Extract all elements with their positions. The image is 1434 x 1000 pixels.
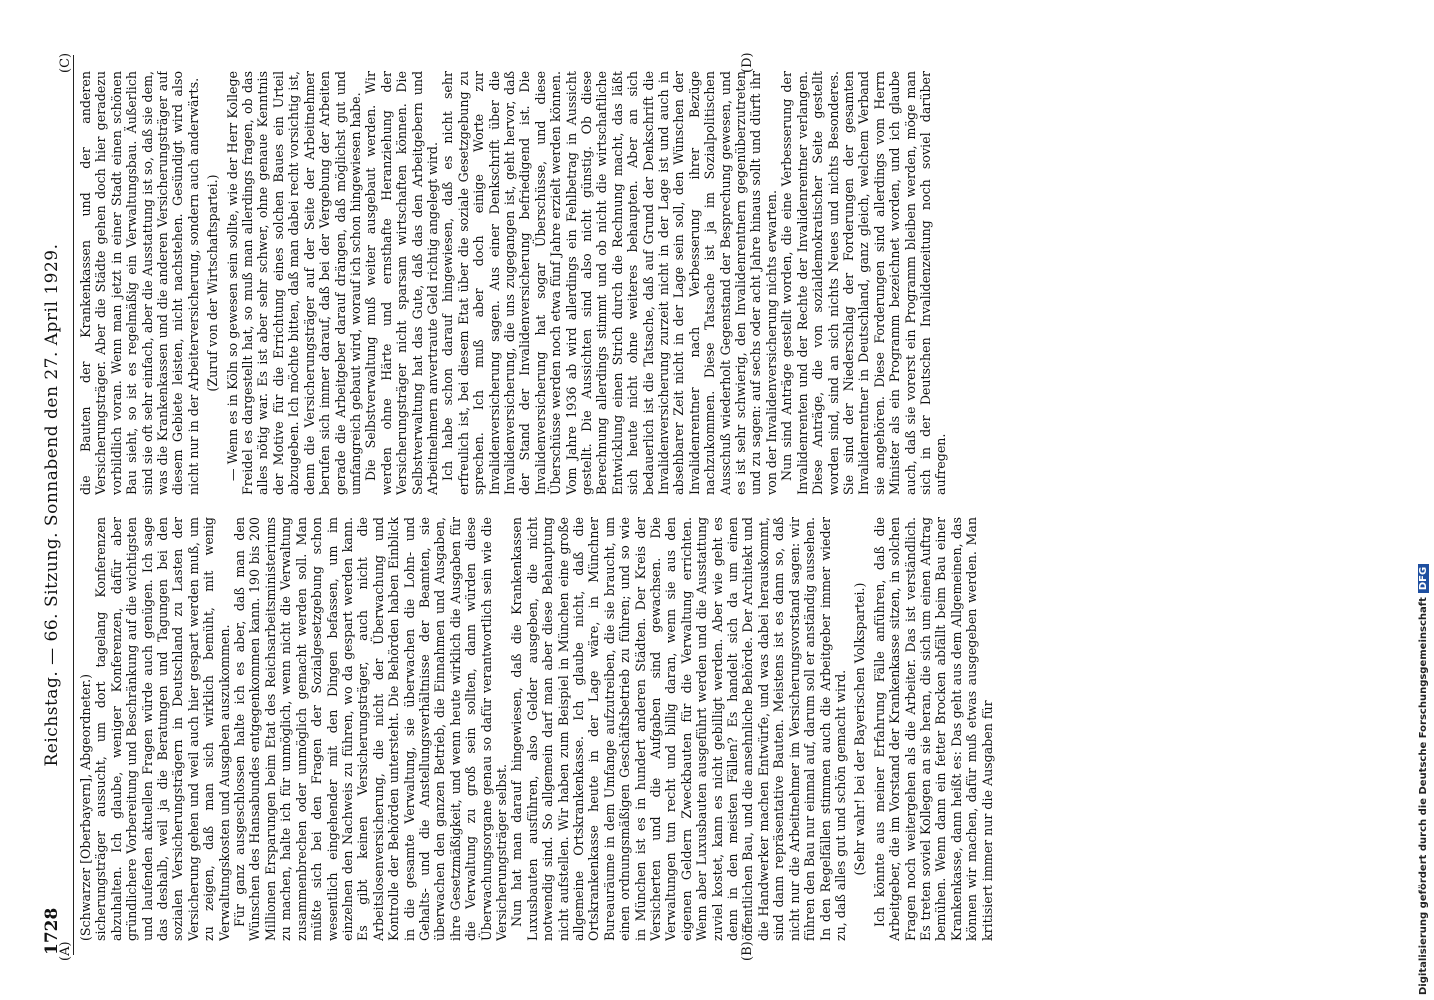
dfg-logo: DFG bbox=[1418, 564, 1429, 593]
paragraph: sicherungsträger aussucht, um dort tagelang Konferenzen abzuhalten. Ich glaube, weniger Konferenzen, dafür aber gründlichere Vorbereitung und Beschränkung auf die wichtigsten und laufenden aktuellen Fragen würde auch genügen. Ich sage das deshalb, weil ja die Beratungen und Tagungen bei den sozialen Versicherungsträgern in Deutschland zu Lasten der Versicherung gehen und weil auch hier gespart werden muß, um zu zeigen, daß man sich wirklich bemüht, mit wenig Verwaltungskosten und Ausgaben auszukommen. bbox=[93, 517, 232, 941]
interjection: (Zuruf von der Wirtschaftspartei.) bbox=[205, 174, 221, 392]
left-column bbox=[78, 517, 1368, 941]
paragraph: — Wenn es in Köln so gewesen sein sollte, wie der Herr Kollege Freidel es dargestellt hat, so muß man allerdings fragen, ob das alles nötig war. Es ist aber sehr schwer, ohne genaue Kenntnis der Motive für die Errichtung eines solchen Baues ein Urteil abzugeben. Ich möchte bitten, daß man dabei recht vorsichtig ist, denn die Versicherungsträger auf der Seite der Arbeitnehmer berufen sich immer darauf, daß bei der Vergebung der Arbeiten gerade die Arbeitgeber darauf drängen, daß möglichst gut und umfangreich gebaut wird, worauf ich schon hingewiesen habe. bbox=[224, 71, 363, 495]
page-header bbox=[40, 55, 70, 955]
paragraph: Nun sind Anträge gestellt worden, die eine Verbesserung der Invalidenrenten und der Rechte der Invalidenrentner verlangen. Diese Anträge, die von sozialdemokratischer Seite gestellt worden sind, sind an sich nichts Neues und nichts Besonderes. Sie sind der Niederschlag der Forderungen der gesamten Invalidenrentner in Deutschland, ganz gleich, welchem Verband sie angehören. Diese Forderungen sind allerdings vom Herrn Minister als ein Programm bezeichnet worden, und ich glaube auch, daß sie vorerst ein Programm bleiben werden, möge man sich in der Deutschen Invalidenzeitung noch soviel darüber aufregen. bbox=[779, 71, 949, 495]
paragraph: Ich habe schon darauf hingewiesen, daß es nicht sehr erfreulich ist, bei diesem Etat über die soziale Gesetzgebung zu sprechen. Ich muß aber doch einige Worte zur Invalidenversicherung sagen. Aus einer Denkschrift über die Invalidenversicherung, die uns zugegangen ist, geht hervor, daß der Stand der Invalidenversicherung befriedigend ist. Die Invalidenversicherung hat sogar Überschüsse, und diese Überschüsse werden noch etwa fünf Jahre erzielt werden können. Vom Jahre 1936 ab wird allerdings ein Fehlbetrag in Aussicht gestellt. Die Aussichten sind also nicht günstig. Ob diese Berechnung allerdings stimmt und ob nicht die wirtschaftliche Entwicklung einen Strich durch die Rechnung macht, das läßt sich heute nicht ohne weiteres behaupten. Aber an sich bedauerlich ist die Tatsache, daß auf Grund der Denkschrift die Invalidenversicherung zurzeit nicht in der Lage ist und auch in absehbarer Zeit nicht in der Lage sein soll, den Wünschen der Invalidenrentner nach Verbesserung ihrer Bezüge nachzukommen. Diese Tatsache ist ja im Sozialpolitischen Ausschuß wiederholt Gegenstand der Besprechung gewesen, und es ist sehr schwierig, den Invalidenrentnern gegenüberzutreten und zu sagen: auf sechs oder acht Jahre hinaus sollt und dürft ihr von der Invalidenversicherung nichts erwarten. bbox=[440, 71, 779, 495]
page-number: 1728 bbox=[42, 907, 62, 955]
header-rule bbox=[73, 55, 74, 955]
credit-text: Digitalisierung gefördert durch die Deutsche Forschungsgemeinschaft bbox=[1418, 597, 1429, 995]
speaker-line: (Schwarzer [Oberbayern], Abgeordneter.) bbox=[78, 673, 93, 941]
marker-d: (D) bbox=[740, 52, 755, 73]
paragraph: Für ganz ausgeschlossen halte ich es aber, daß man den Wünschen des Hansabundes entgegenkommen kann. 190 bis 200 Millionen Ersparungen beim Etat des Reichsarbeitsministeriums zu machen, halte ich für unmöglich, wenn nicht die Verwaltung zusammenbrechen oder unmöglich gemacht werden soll. Man müßte sich bei den Fragen der Sozialgesetzgebung schon wesentlich eingehender mit den Dingen befassen, um im einzelnen den Nachweis zu führen, wo da gespart werden kann. Es gibt keinen Versicherungsträger, auch nicht die Arbeitslosenversicherung, die nicht der Überwachung und Kontrolle der Behörden untersteht. Die Behörden haben Einblick in die gesamte Verwaltung, sie überwachen die Lohn- und Gehalts- und die Anstellungsverhältnisse der Beamten, sie überwachen den ganzen Betrieb, die Einnahmen und Ausgaben, ihre Gesetzmäßigkeit, und wenn heute wirklich die Ausgaben für die Verwaltung zu groß sein sollten, dann würden diese Überwachungsorgane genau so dafür verantwortlich sein wie die Versicherungsträger selbst. bbox=[232, 517, 509, 941]
newspaper-page bbox=[40, 52, 1370, 961]
marker-a: (A) bbox=[58, 941, 73, 961]
digitization-credit bbox=[1418, 564, 1429, 995]
interjection: (Sehr wahr! bei der Bayerischen Volkspartei.) bbox=[852, 582, 868, 876]
right-column bbox=[78, 71, 1368, 495]
marker-c: (C) bbox=[58, 52, 73, 73]
paragraph: Ich könnte aus meiner Erfahrung Fälle anführen, daß die Arbeitgeber, die im Vorstand der Krankenkasse sitzen, in solchen Fragen noch weitergehen als die Arbeiter. Das ist verständlich. Es treten soviel Kollegen an sie heran, die sich um einen Auftrag bemühen. Wenn dann ein fetter Brocken abfällt beim Bau einer Krankenkasse, dann heißt es: Das geht aus dem Allgemeinen, das können wir machen, dafür muß etwas ausgegeben werden. Man kritisiert immer nur die Ausgaben für bbox=[871, 517, 995, 941]
paragraph: die Bauten der Krankenkassen und der anderen Versicherungsträger. Aber die Städte gehen doch hier geradezu vorbildlich voran. Wenn man jetzt in einer Stadt einen schönen Bau sieht, so ist es regelmäßig ein Verwaltungsbau. Äußerlich sind sie oft sehr einfach, aber die Ausstattung ist so, daß sie dem, was die Krankenkassen und die anderen Versicherungsträger auf diesem Gebiete leisten, nicht nachstehen. Gesündigt wird also nicht nur in der Arbeiterversicherung, sondern auch anderwärts. bbox=[78, 71, 201, 495]
paragraph: Nun hat man darauf hingewiesen, daß die Krankenkassen Luxusbauten ausführen, also Gelder ausgeben, die nicht notwendig sind. So allgemein darf man aber diese Behauptung nicht aufstellen. Wir haben zum Beispiel in München eine große allgemeine Ortskrankenkasse. Ich glaube nicht, daß die Ortskrankenkasse heute in der Lage wäre, in Münchner Bureauräume in dem Umfange aufzutreiben, die sie braucht, um einen ordnungsmäßigen Geschäftsbetrieb zu führen; und so wie in München ist es in hundert anderen Städten. Der Kreis der Versicherten und die Aufgaben sind gewachsen. Die Verwaltungen tun recht und billig daran, wenn sie aus den eigenen Geldern Zweckbauten für die Verwaltung errichten. Wenn aber Luxusbauten ausgeführt werden und die Ausstattung zuviel kostet, kann es nicht gebilligt werden. Aber wie geht es denn in den meisten Fällen? Es handelt sich da um einen öffentlichen Bau, und die ansehnliche Behörde. Der Architekt und die Handwerker machen Entwürfe, und was dabei herauskommt, sind dann repräsentative Bauten. Meistens ist es dann so, daß nicht nur die Arbeitnehmer im Versicherungsvorstand sagen: wir führen den Bau nur einmal auf, darum soll er anständig aussehen. In den Regelfällen stimmen auch die Arbeitgeber immer wieder zu, daß alles gut und schön gemacht wird. bbox=[509, 517, 848, 941]
marker-b: (B) bbox=[740, 941, 755, 961]
paragraph: Die Selbstverwaltung muß weiter ausgebaut werden. Wir werden ohne Härte und ernsthafte Heranziehung der Versicherungsträger nicht sparsam wirtschaften können. Die Selbstverwaltung hat das Gute, daß das den Arbeitgebern und Arbeitnehmern anvertraute Geld richtig angelegt wird. bbox=[363, 71, 440, 495]
page-title: Reichstag. — 66. Sitzung. Sonnabend den 27. April 1929. bbox=[42, 243, 62, 767]
